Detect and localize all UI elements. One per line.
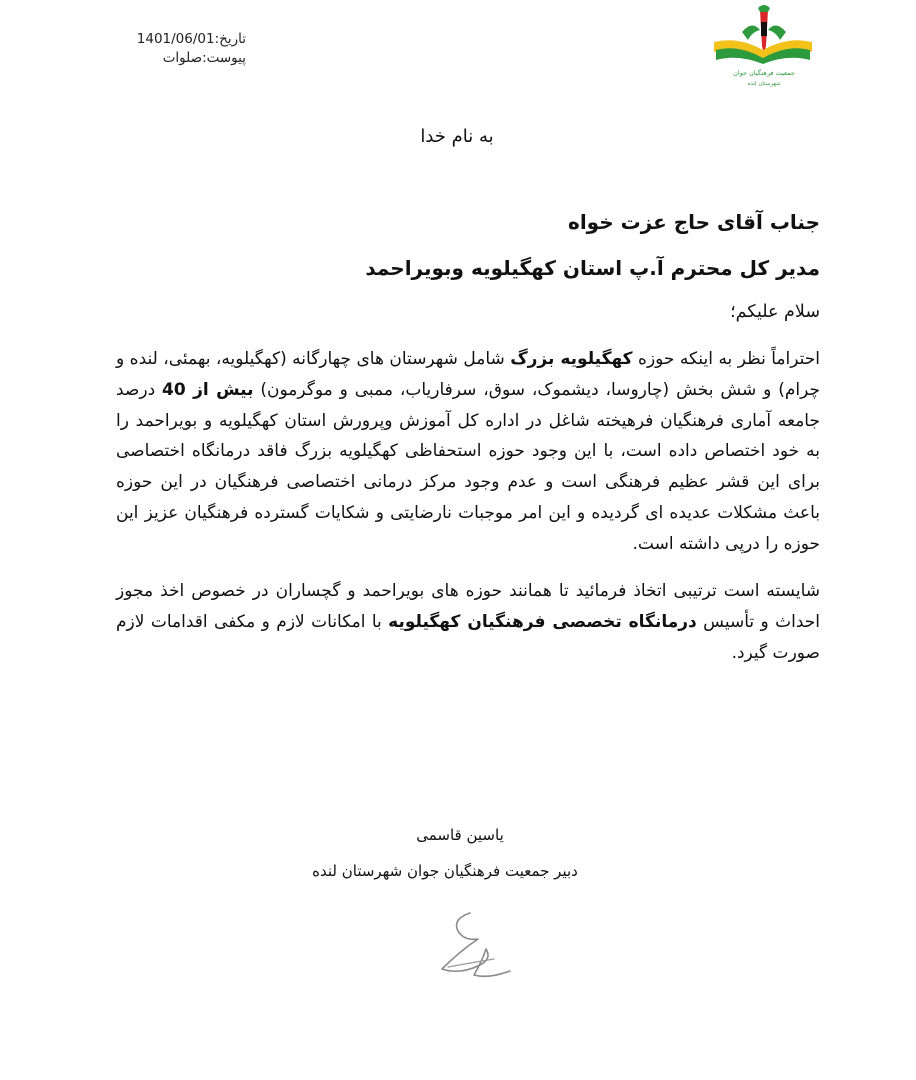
body-paragraph-2 <box>116 576 820 668</box>
logo-text-line2: شهرستان لنده <box>747 81 781 87</box>
recipient-name: جناب آقای حاج عزت خواه <box>568 210 820 234</box>
greeting: سلام علیکم؛ <box>730 302 820 322</box>
recipient-title: مدیر کل محترم آ.پ استان کهگیلویه وبویراحمد <box>365 256 820 280</box>
p1-bold-1: کهگیلویه بزرگ <box>510 349 633 369</box>
book-pen-emblem-icon <box>708 2 818 94</box>
logo-text-line1: جمعیت فرهنگیان جوان <box>733 69 795 77</box>
attachment-line: پیوست:صلوات <box>162 50 246 66</box>
signer-name: یاسین قاسمی <box>416 826 504 844</box>
basmala-heading: به نام خدا <box>420 126 494 147</box>
p1-text-1: احتراماً نظر به اینکه حوزه <box>632 349 821 369</box>
handwritten-signature-icon <box>430 905 520 985</box>
p2-bold-1: درمانگاه تخصصی فرهنگیان کهگیلویه <box>388 611 697 632</box>
date-line: تاریخ:1401/06/01 <box>136 31 246 47</box>
p1-bold-2: بیش از 40 <box>162 379 254 400</box>
letter-meta <box>96 30 246 68</box>
p1-text-3: درصد جامعه آماری فرهنگیان فرهیخته شاغل در اداره کل آموزش وپرورش استان کهگیلویه و بویراحمد را به خود اختصاص داده است، با این وجود حوزه استحفاظی کهگیلویه بزرگ فاقد درمانگاه اختصاصی برای این قشر عظیم فرهنگی است و عدم وجود مرکز درمانی اختصاصی فرهنگیان در این حوزه باعث مشکلات عدیده ای گردیده و این امر موجبات نارضایتی و شکایات گسترده فرهنگیان عزیز این حوزه را درپی داشته است. <box>116 379 820 554</box>
organization-logo <box>708 2 818 94</box>
signer-title: دبیر جمعیت فرهنگیان جوان شهرستان لنده <box>312 862 578 880</box>
body-paragraph-1 <box>116 344 820 560</box>
p1-text-2: شامل شهرستان های چهارگانه (کهگیلویه، بهمئی، لنده و چرام) و شش بخش (چاروسا، دیشموک، سوق، سرفاریاب، ممبی و موگرمون) <box>116 349 821 400</box>
p2-text-1: شایسته است ترتیبی اتخاذ فرمائید تا همانند حوزه های بویراحمد و گچساران در خصوص اخذ مجوز احداث و تأسیس <box>116 581 821 632</box>
p2-text-2: با امکانات لازم و مکفی اقدامات لازم صورت گیرد. <box>116 611 820 663</box>
signature-mark <box>430 905 520 985</box>
